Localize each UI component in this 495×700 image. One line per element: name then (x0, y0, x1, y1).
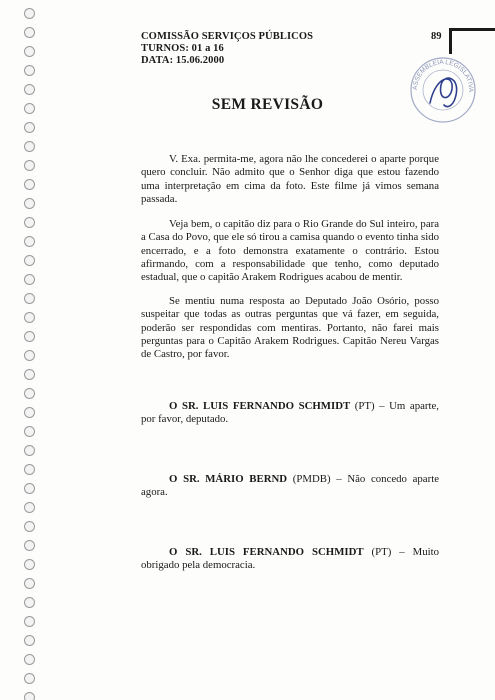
seal-stamp (408, 55, 478, 125)
binder-hole (24, 141, 35, 152)
page-number: 89 (431, 31, 442, 42)
header-date: DATA: 15.06.2000 (141, 55, 225, 66)
binder-hole (24, 502, 35, 513)
binder-hole (24, 293, 35, 304)
binder-hole (24, 692, 35, 700)
binder-hole (24, 217, 35, 228)
document-title: SEM REVISÃO (211, 96, 324, 113)
binder-hole (24, 331, 35, 342)
binder-hole (24, 654, 35, 665)
intervention-3 (141, 546, 439, 573)
speaker-name: O SR. LUIS FERNANDO SCHMIDT (169, 400, 351, 412)
binder-hole (24, 369, 35, 380)
paragraph-1: V. Exa. permita-me, agora não lhe concederei o aparte porque quero concluir. Não admito que o Senhor diga que estou fazendo uma interpretação em cima da foto. Este filme já vimos semana passada. (141, 153, 439, 205)
binder-hole (24, 122, 35, 133)
header-commission: COMISSÃO SERVIÇOS PÚBLICOS (141, 31, 314, 42)
binder-hole (24, 274, 35, 285)
document-header (141, 31, 313, 67)
speech-text: (PMDB) – Não concedo aparte agora. (141, 473, 439, 499)
binder-hole (24, 198, 35, 209)
intervention-1 (141, 400, 439, 427)
intervention-2 (141, 473, 439, 500)
binder-hole (24, 673, 35, 684)
binder-hole (24, 521, 35, 532)
binder-hole (24, 8, 35, 19)
speaker-name: O SR. MÁRIO BERND (169, 473, 288, 485)
corner-mark-horizontal (449, 28, 495, 31)
paragraph-3: Se mentiu numa resposta ao Deputado João Osório, posso suspeitar que todas as outras perguntas que vá fazer, em seguida, poderão ser respondidas com mentiras. Portanto, não farei mais perguntas para o Capitão Arakem Rodrigues. Capitão Nereu Vargas de Castro, por favor. (141, 295, 439, 361)
header-turns: TURNOS: 01 a 16 (141, 43, 224, 54)
binder-hole (24, 236, 35, 247)
binder-hole (24, 559, 35, 570)
binder-hole (24, 312, 35, 323)
speech-text: (PT) – Um aparte, por favor, deputado. (141, 400, 439, 426)
paragraph-2: Veja bem, o capitão diz para o Rio Grande do Sul inteiro, para a Casa do Povo, que ele só tirou a camisa quando o evento tinha sido encerrado, e a foto demonstra exatamente o contrário. Estou afirmando, com a responsabilidade que tenho, como deputado estadual, que o capitão Arakem Rodrigues acabou de mentir. (141, 218, 439, 284)
binder-hole (24, 65, 35, 76)
binder-hole (24, 597, 35, 608)
binder-hole (24, 616, 35, 627)
binder-hole (24, 464, 35, 475)
binder-hole (24, 483, 35, 494)
binder-hole (24, 179, 35, 190)
corner-mark-vertical (449, 28, 452, 54)
binder-hole (24, 350, 35, 361)
binder-hole (24, 160, 35, 171)
binder-hole (24, 635, 35, 646)
speaker-name: O SR. LUIS FERNANDO SCHMIDT (169, 546, 364, 558)
svg-text:ASSEMBLEIA LEGISLATIVA (412, 59, 474, 93)
binder-hole (24, 578, 35, 589)
binder-hole (24, 46, 35, 57)
binder-hole (24, 407, 35, 418)
binder-hole (24, 27, 35, 38)
binder-hole (24, 540, 35, 551)
binder-hole (24, 445, 35, 456)
binder-hole (24, 426, 35, 437)
binder-hole (24, 255, 35, 266)
stamp-text: ASSEMBLEIA LEGISLATIVA (411, 58, 475, 93)
speech-text: (PT) – Muito obrigado pela democracia. (141, 546, 439, 572)
binder-hole (24, 388, 35, 399)
binder-hole (24, 84, 35, 95)
